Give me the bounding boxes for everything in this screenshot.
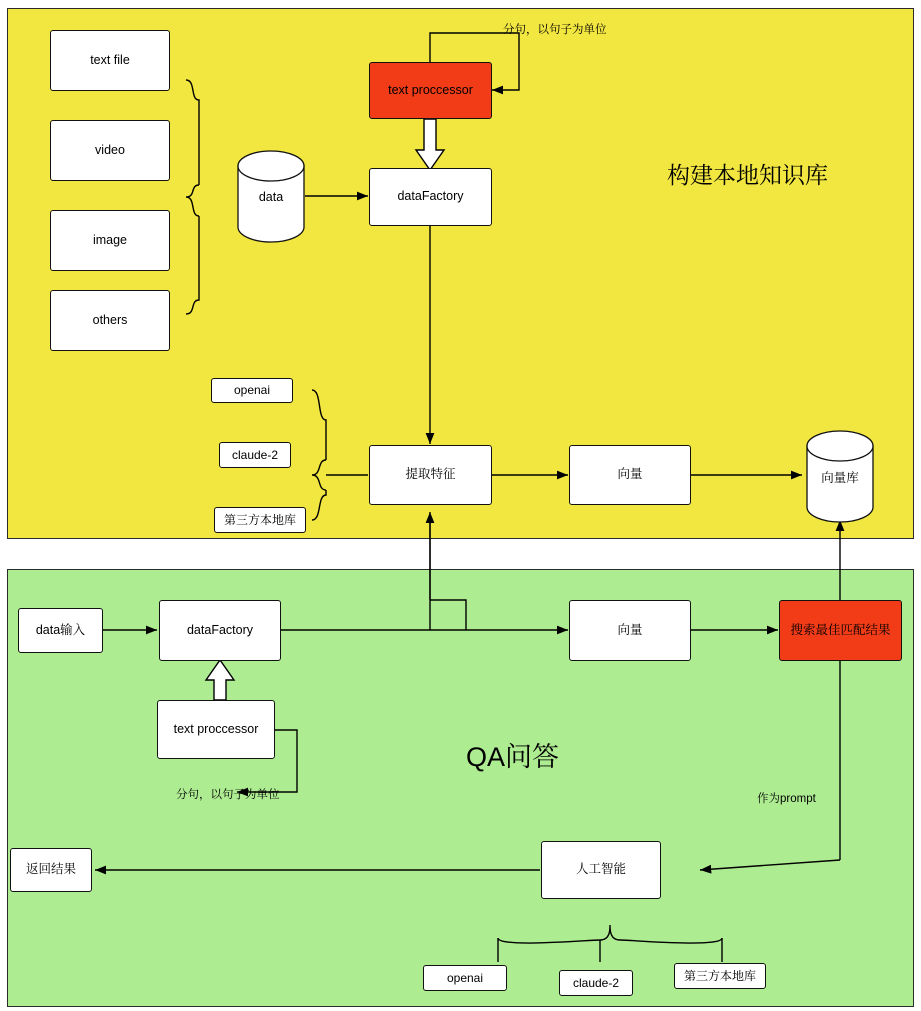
region-title-knowledge-base: 构建本地知识库 [667,162,828,188]
node-label: text file [90,52,130,67]
label-sentence-split-bottom: 分句，以句子为单位 [176,789,280,801]
node-label: video [95,142,125,157]
node-input-video[interactable] [50,120,170,181]
node-input-others[interactable] [50,290,170,351]
node-label: claude-2 [231,447,279,462]
node-data-factory-bottom[interactable] [159,600,281,661]
node-input-image[interactable] [50,210,170,271]
node-input-text-file[interactable] [50,30,170,91]
node-model-openai-top[interactable] [211,378,293,403]
node-data-input[interactable] [18,608,103,653]
node-label: 提取特征 [405,467,456,482]
node-label: 向量库 [821,470,859,485]
node-label: others [92,312,128,327]
node-label: 搜索最佳匹配结果 [790,622,891,637]
node-vector-db[interactable] [806,430,874,523]
region-title-qa: QA问答 [466,742,560,772]
node-text-processor-bottom[interactable] [157,700,275,759]
node-model-claude2-bottom[interactable] [559,970,633,996]
node-model-thirdparty-bottom[interactable] [674,963,766,989]
node-label: 返回结果 [25,862,76,877]
node-vector-top[interactable] [569,445,691,505]
node-label: data [258,189,284,204]
node-label: openai [446,970,484,985]
label-sentence-split-top: 分句，以句子为单位 [503,24,607,36]
node-return-result[interactable] [10,848,92,892]
node-ai[interactable] [541,841,661,899]
node-model-claude2-top[interactable] [219,442,291,468]
node-label: 人工智能 [575,862,626,877]
node-label: 向量 [617,467,643,482]
node-label: data输入 [35,622,86,637]
node-label: 第三方本地库 [683,968,756,983]
node-model-openai-bottom[interactable] [423,965,507,991]
node-model-thirdparty-top[interactable] [214,507,306,533]
node-data-factory-top[interactable] [369,168,492,226]
region-qa [7,569,914,1007]
node-label: 第三方本地库 [223,512,296,527]
label-as-prompt: 作为prompt [757,793,816,805]
node-label: openai [233,383,271,397]
node-label: text proccessor [173,721,259,736]
node-vector-bottom[interactable] [569,600,691,661]
node-extract-features[interactable] [369,445,492,505]
node-label: image [92,232,128,247]
node-search-best-match[interactable] [779,600,902,661]
node-label: text proccessor [388,82,473,97]
node-label: claude-2 [572,975,620,990]
node-label: dataFactory [186,622,253,637]
node-data-store[interactable] [237,150,305,243]
node-label: 向量 [617,622,643,637]
node-text-processor-top[interactable] [369,62,492,119]
node-label: dataFactory [397,189,464,204]
